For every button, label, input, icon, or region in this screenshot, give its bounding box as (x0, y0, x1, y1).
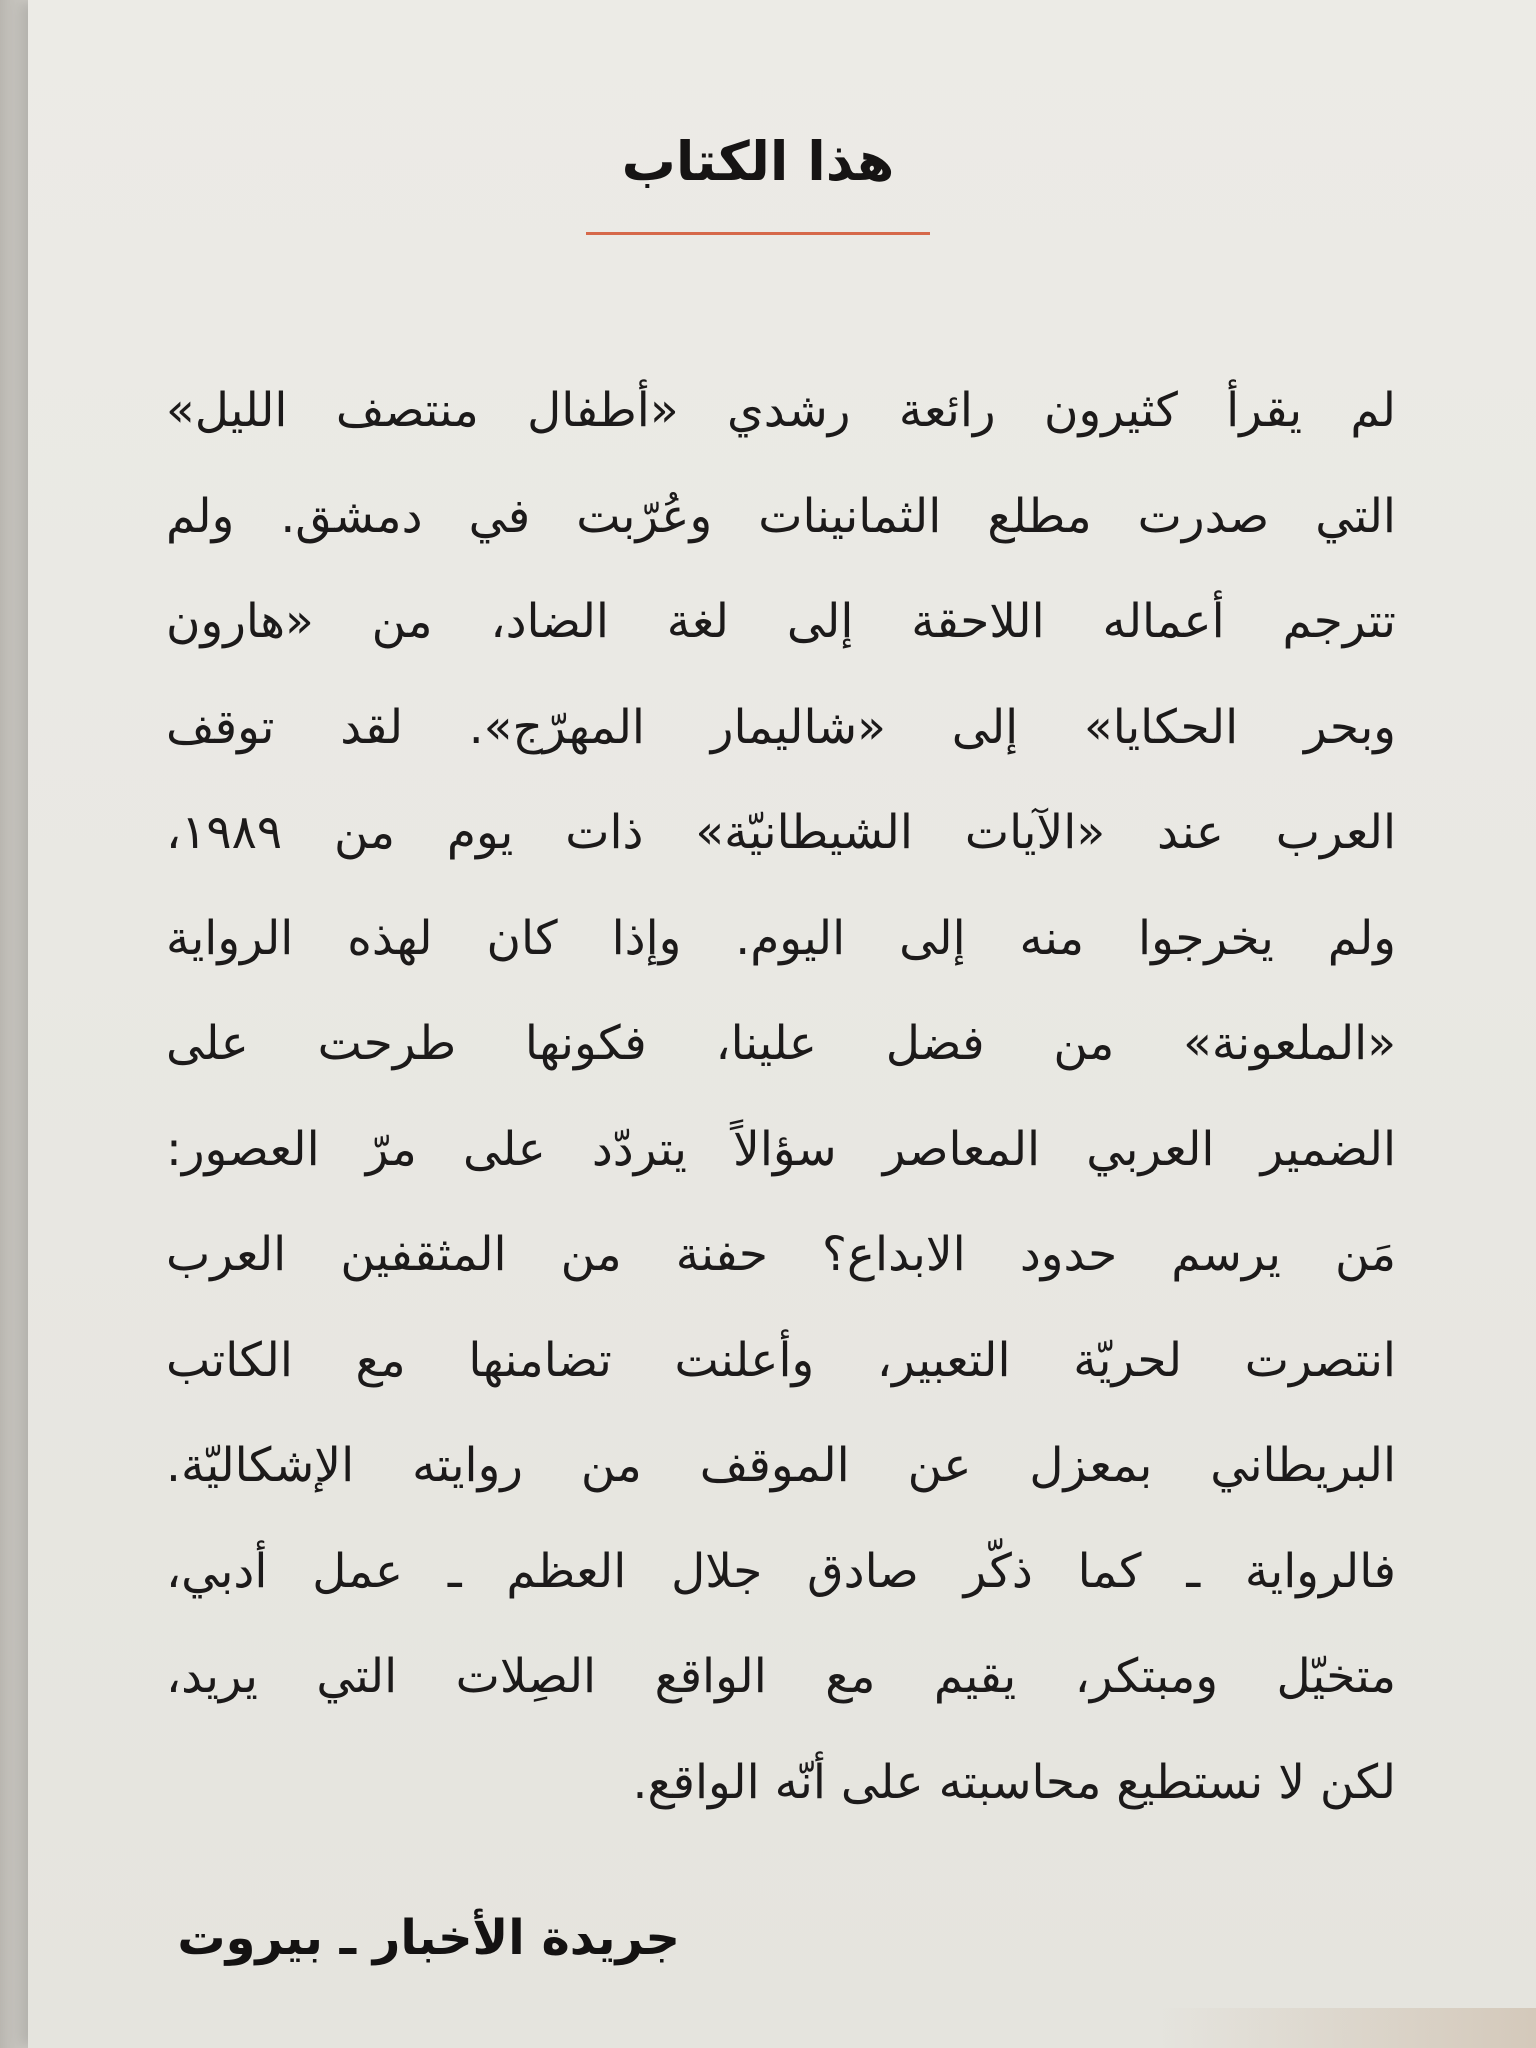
blurb-line: البريطاني بمعزل عن الموقف من روايته الإشكاليّة. (166, 1438, 1396, 1493)
title-underline (586, 232, 930, 235)
blurb-line: مَن يرسم حدود الابداع؟ حفنة من المثقفين العرب (166, 1227, 1396, 1282)
book-back-cover (28, 0, 1536, 2048)
blurb-line: متخيّل ومبتكر، يقيم مع الواقع الصِلات التي يريد، (166, 1649, 1396, 1704)
blurb-line: التي صدرت مطلع الثمانينات وعُرّبت في دمشق. ولم (166, 488, 1396, 544)
paper-stain (1156, 2008, 1536, 2048)
page-title: هذا الكتاب (621, 130, 895, 193)
blurb-line: لم يقرأ كثيرون رائعة رشدي «أطفال منتصف الليل» (166, 383, 1396, 438)
blurb-line: ولم يخرجوا منه إلى اليوم. وإذا كان لهذه الرواية (166, 910, 1396, 966)
source-attribution: جريدة الأخبار ـ بيروت (177, 1910, 680, 1966)
blurb-line: لكن لا نستطيع محاسبته على أنّه الواقع. (632, 1754, 1396, 1810)
blurb-line: فالرواية ـ كما ذكّر صادق جلال العظم ـ عمل أدبي، (166, 1543, 1396, 1599)
blurb-paragraph (166, 358, 1396, 1835)
book-spine-edge (0, 0, 28, 2048)
blurb-line: انتصرت لحريّة التعبير، وأعلنت تضامنها مع الكاتب (166, 1332, 1396, 1388)
blurb-line: «الملعونة» من فضل علينا، فكونها طرحت على (166, 1016, 1396, 1071)
blurb-line: وبحر الحكايا» إلى «شاليمار المهرّج». لقد توقف (166, 699, 1396, 755)
blurb-line: العرب عند «الآيات الشيطانيّة» ذات يوم من ١٩٨٩، (166, 805, 1396, 860)
blurb-line: تترجم أعماله اللاحقة إلى لغة الضاد، من «هارون (166, 594, 1396, 649)
blurb-line: الضمير العربي المعاصر سؤالاً يتردّد على مرّ العصور: (166, 1121, 1396, 1177)
